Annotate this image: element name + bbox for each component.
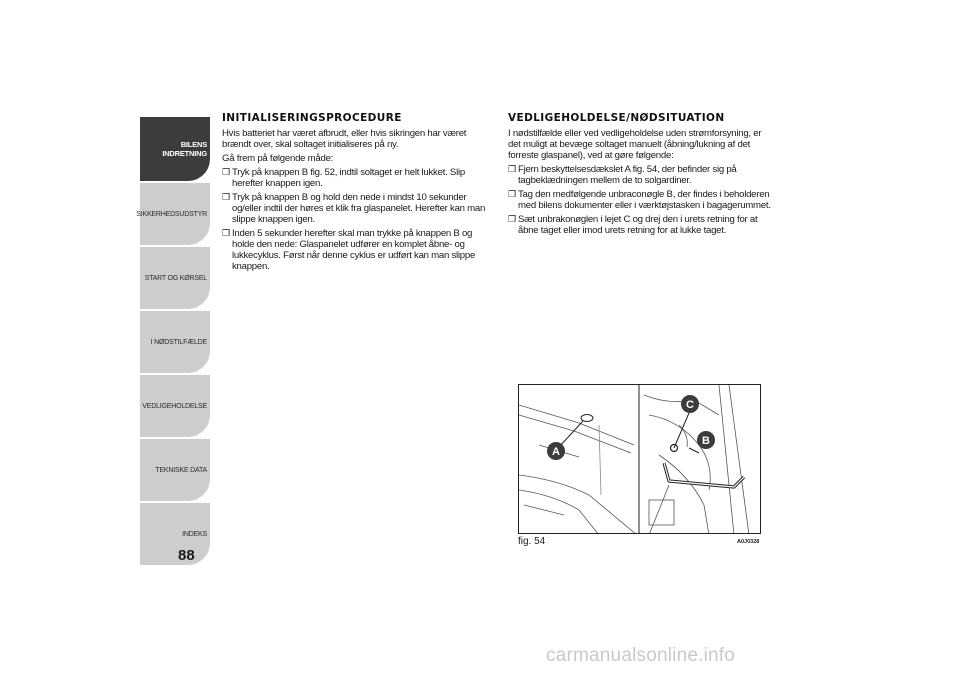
checkbox-bullet-icon: ❒ [222, 192, 230, 202]
watermark-text: carmanualsonline.info [546, 645, 736, 666]
checkbox-bullet-icon: ❒ [508, 189, 516, 199]
chapter-tab[interactable] [140, 247, 210, 309]
chapter-tab[interactable] [136, 183, 210, 245]
callout-b-label: B [702, 435, 710, 447]
left-column [222, 113, 490, 275]
chapter-tab-label: VEDLIGEHOLDELSE [142, 402, 207, 410]
chapter-tab-label: TEKNISKE DATA [155, 466, 207, 474]
chapter-tab[interactable] [140, 503, 210, 565]
cover-a-shape [581, 415, 593, 422]
checkbox-bullet-icon: ❒ [508, 164, 516, 174]
list-item: ❒ Sæt unbrakonøglen i lejet C og drej den i urets retning for at åbne taget eller imod urets retning for at lukke taget. [508, 214, 758, 236]
section-heading-maintenance: VEDLIGEHOLDELSE/NØDSITUATION [508, 112, 725, 124]
checkbox-bullet-icon: ❒ [508, 214, 516, 224]
chapter-tab[interactable] [140, 311, 210, 373]
list-item: ❒ Inden 5 sekunder herefter skal man trykke på knappen B og holde den nede: Glaspanelet udfører en komplet åbne- og lukkecyklus. Først når denne cyklus er udført kan man slippe knappen. [222, 228, 476, 272]
list-item: ❒ Fjern beskyttelsesdækslet A fig. 54, der befinder sig på tagbeklædningen mellem de to solgardiner. [508, 164, 737, 186]
chapter-tab-label: I NØDSTILFÆLDE [150, 338, 207, 346]
intro-paragraph: I nødstilfælde eller ved vedligeholdelse uden strømforsyning, er det muligt at bevæge soltaget manuelt (åbning/lukning af det forreste glaspanel), ved at gøre følgende: [508, 128, 762, 161]
chapter-tab-label: SIKKERHEDSUDSTYR [136, 210, 207, 218]
checkbox-bullet-icon: ❒ [222, 228, 230, 238]
intro-paragraph: Hvis batteriet har været afbrudt, eller hvis sikringen har været brændt over, skal soltaget initialiseres på ny. [222, 128, 467, 150]
chapter-tab-label: BILENS INDRETNING [162, 140, 207, 158]
chapter-tab-label: START OG KØRSEL [144, 274, 207, 282]
list-item: ❒ Tryk på knappen B fig. 52, indtil soltaget er helt lukket. Slip herefter knappen igen. [222, 167, 465, 189]
checkbox-bullet-icon: ❒ [222, 167, 230, 177]
chapter-tab-index [136, 117, 210, 567]
chapter-tab[interactable] [140, 375, 210, 437]
callout-c-label: C [686, 399, 694, 411]
chapter-tab[interactable] [140, 439, 210, 501]
sunroof-drawing [519, 385, 761, 534]
section-heading-initialization: INITIALISERINGSPROCEDURE [222, 112, 402, 124]
sunroof-illustration [518, 384, 761, 534]
list-item: ❒ Tag den medfølgende unbraconøgle B, der findes i beholderen med bilens dokumenter eller i værktøjstasken i bagagerummet. [508, 189, 771, 211]
list-item: ❒ Tryk på knappen B og hold den nede i mindst 10 sekunder og/eller indtil der høres et klik fra glaspanelet. Herefter kan man slippe knappen igen. [222, 192, 486, 225]
chapter-tab-label: INDEKS [182, 530, 207, 538]
page-number: 88 [178, 547, 195, 564]
figure-caption: fig. 54 [518, 536, 546, 547]
allen-key-b-shape [664, 463, 744, 487]
chapter-tab[interactable] [140, 117, 210, 181]
lead-paragraph: Gå frem på følgende måde: [222, 153, 334, 164]
right-column [508, 113, 776, 239]
figure-code: A0J0328 [737, 539, 760, 545]
callout-a-label: A [552, 446, 560, 458]
